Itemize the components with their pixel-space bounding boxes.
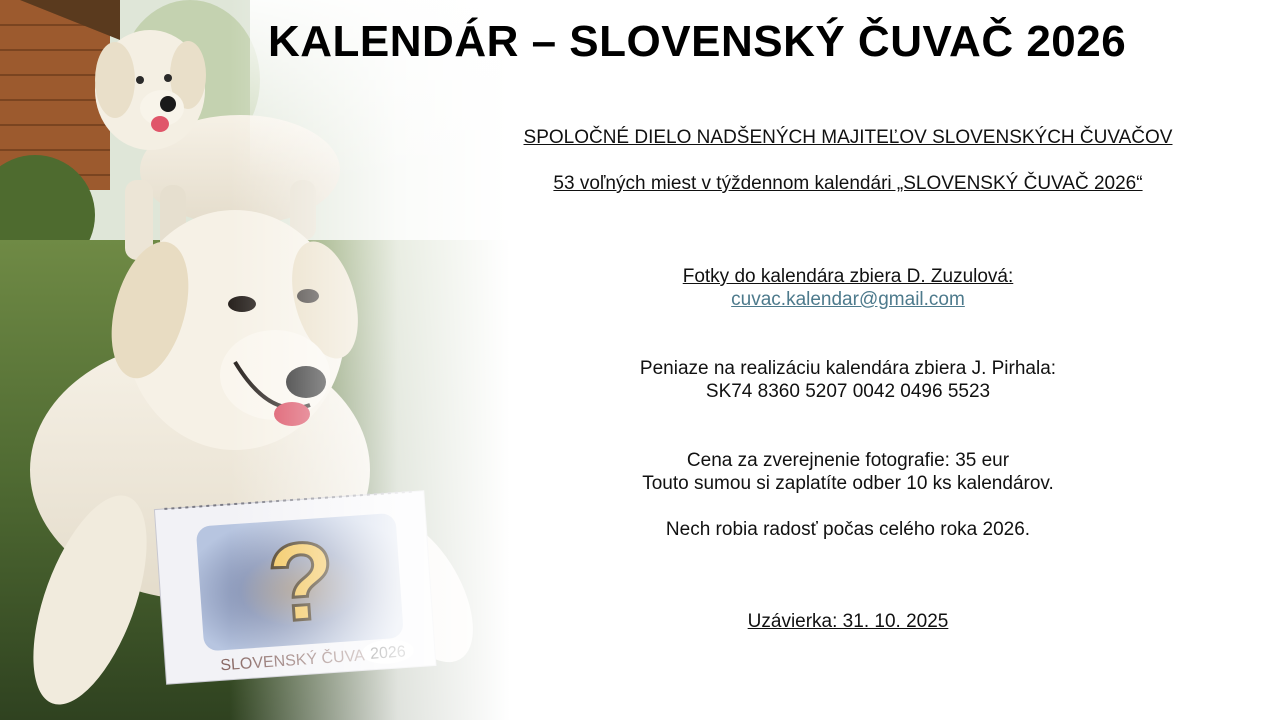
dogs-photo [0, 0, 510, 720]
deadline: Uzávierka: 31. 10. 2025 [747, 611, 949, 632]
wish-line: Nech robia radosť počas celého roka 2026. [665, 519, 1031, 540]
email-link[interactable]: cuvac.kalendar@gmail.com [731, 289, 965, 310]
places-line: 53 voľných miest v týždennom kalendári „SLOVENSKÝ ČUVAČ 2026“ [553, 173, 1143, 194]
subtitle: SPOLOČNÉ DIELO NADŠENÝCH MAJITEĽOV SLOVENSKÝCH ČUVAČOV [523, 127, 1173, 148]
dogs-illustration [0, 0, 510, 720]
photos-label: Fotky do kalendára zbiera D. Zuzulová: [682, 266, 1014, 287]
photos-email-row [520, 288, 1176, 311]
iban: SK74 8360 5207 0042 0496 5523 [705, 381, 991, 402]
money-label: Peniaze na realizáciu kalendára zbiera J. Pirhala: [639, 358, 1057, 379]
page-title: KALENDÁR – SLOVENSKÝ ČUVAČ 2026 [268, 17, 1127, 66]
offer-line: Touto sumou si zaplatíte odber 10 ks kalendárov. [642, 473, 1054, 494]
price-line: Cena za zverejnenie fotografie: 35 eur [686, 450, 1010, 471]
